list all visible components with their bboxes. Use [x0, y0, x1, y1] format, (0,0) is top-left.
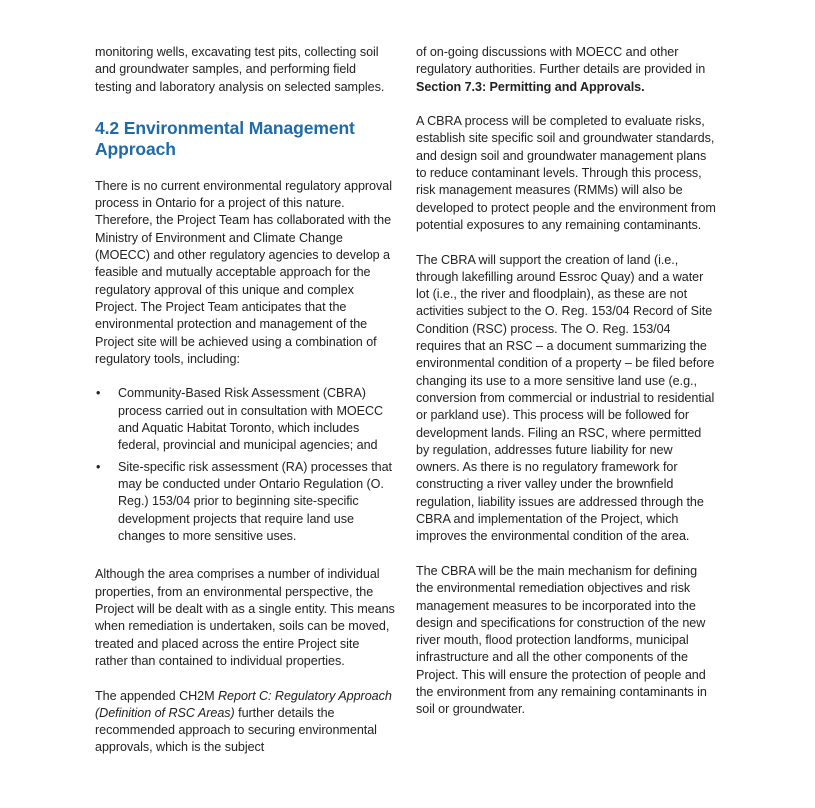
paragraph-gap	[95, 368, 395, 385]
list-item-text: Community-Based Risk Assessment (CBRA) process carried out in consultation with MOECC and Aquatic Habitat Toronto, which includes federal, provincial and municipal agencies; and	[118, 386, 384, 453]
list-item-text: Site-specific risk assessment (RA) processes that may be conducted under Ontario Regulation (O. Reg.) 153/04 prior to beginning site-specific development projects that require land use changes to more sensitive uses.	[118, 459, 392, 543]
paragraph-gap	[416, 234, 716, 251]
paragraph-cbra-support: The CBRA will support the creation of land (i.e., through lakefilling around Essroc Quay) and a water lot (i.e., the river and floodplain), as these are not activities subject to the O. Reg. 153/04 Record of Site Condition (RSC) process. The O. Reg. 153/04 requires that an RSC – a document summarizing the environmental condition of a property – be filed before changing its use to a more sensitive land use (e.g., conversion from commercial or industrial to residential or parkland use). This process will be followed for development lands. Filing an RSC, where permitted by regulation, addresses future liability for new owners. As there is no regulatory framework for constructing a river valley under the brownfield regulation, liability issues are addressed through the CBRA and implementation of the Project, which improves the environmental condition of the area.	[416, 252, 715, 544]
paragraph-gap	[95, 549, 395, 566]
report-text-pre: The appended CH2M	[95, 688, 219, 703]
intro-continuation: monitoring wells, excavating test pits, collecting soil and groundwater samples, and performing field testing and laboratory analysis on selected samples.	[95, 45, 385, 94]
paragraph-regulatory-approval: There is no current environmental regulatory approval process in Ontario for a project of this nature. Therefore, the Project Team has collaborated with the Ministry of Environment and Climate Change (MOECC) and other regulatory agencies to develop a feasible and mutually acceptable approach for the regulatory approval of this unique and complex Project. The Project Team anticipates that the environmental protection and management of the Project site will be achieved using a combination of regulatory tools, including:	[95, 178, 392, 366]
paragraph-gap	[416, 546, 716, 563]
paragraph-cbra-process: A CBRA process will be completed to evaluate risks, establish site specific soil and groundwater standards, and design soil and groundwater management plans to reduce contaminant levels. Through this process, risk management measures (RMMs) will also be developed to protect people and the environment from potential exposures to any remaining contaminants.	[416, 114, 716, 232]
paragraph-gap	[416, 96, 716, 113]
paragraph-single-entity: Although the area comprises a number of individual properties, from an environmental perspective, the Project will be dealt with as a single entity. This means when remediation is undertaken, soils can be moved, treated and placed across the entire Project site rather than contained to individual properties.	[95, 567, 395, 668]
report-text-post: further details the recommended approach to securing environmental approvals, which is the subject	[95, 705, 377, 755]
section-heading: 4.2 Environmental Management Approach	[95, 117, 355, 160]
section-reference: Section 7.3: Permitting and Approvals.	[416, 79, 645, 94]
report-title: Report C: Regulatory Approach (Definition of RSC Areas)	[95, 688, 392, 720]
regulatory-tools-list	[95, 385, 395, 545]
continuation-text: of on-going discussions with MOECC and other regulatory authorities. Further details are provided in	[416, 45, 706, 77]
paragraph-continuation	[416, 44, 716, 96]
list-item	[95, 459, 395, 545]
section-heading-block	[95, 118, 395, 161]
paragraph-cbra-mechanism: The CBRA will be the main mechanism for defining the environmental remediation objectives and risk management measures to be incorporated into the design and specifications for construction of the new river mouth, flood protection landforms, municipal infrastructure and all the other components of the Project. This will ensure the protection of people and the environment from any remaining contaminants in soil or groundwater.	[416, 563, 707, 717]
paragraph-gap	[95, 670, 395, 687]
list-item	[95, 385, 395, 454]
right-column	[416, 44, 716, 719]
bullet-marker: •	[96, 386, 101, 401]
paragraph-appended-report	[95, 688, 395, 757]
left-column	[95, 44, 395, 757]
bullet-marker: •	[96, 459, 101, 474]
